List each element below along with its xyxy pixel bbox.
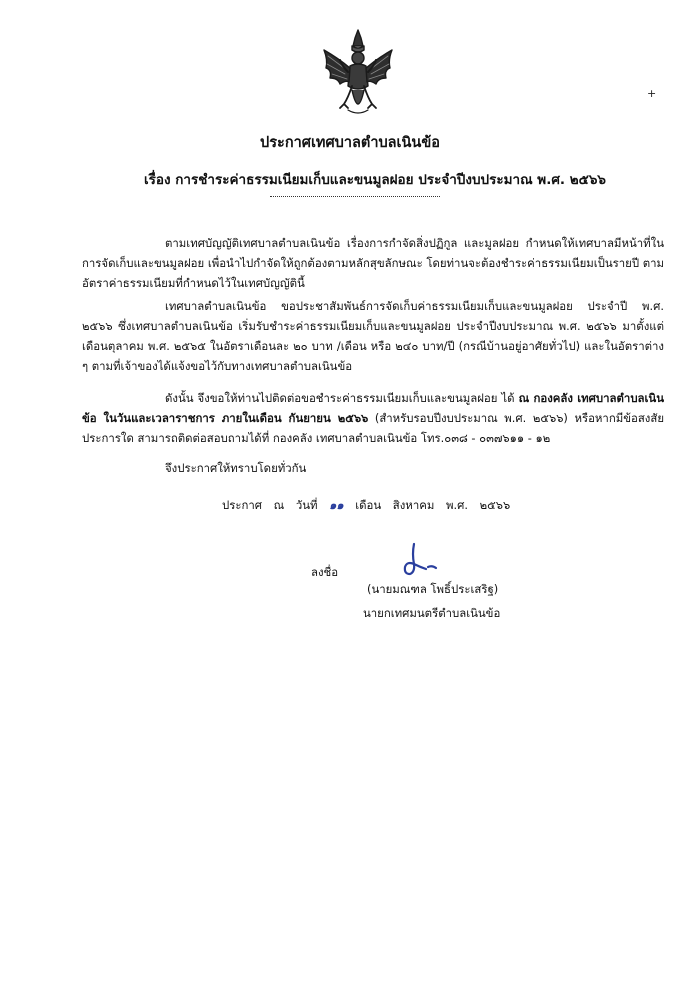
dotted-divider (270, 195, 440, 197)
announcement-date (222, 497, 518, 515)
paragraph-regulation-text: ตามเทศบัญญัติเทศบาลตำบลเนินข้อ เรื่องการกำจัดสิ่งปฏิกูล และมูลฝอย กำหนดให้เทศบาลมีหน้าที่ในการจัดเก็บและขนมูลฝอย เพื่อนำไปกำจัดให้ถูกต้องตามหลักสุขลักษณะ โดยท่านจะต้องชำระค่าธรรมเนียมเป็นรายปี ตามอัตราค่าธรรมเนียมที่กำหนดไว้ในเทศบัญญัตินี้ (82, 236, 665, 290)
announcement-subject: เรื่อง การชำระค่าธรรมเนียมเก็บและขนมูลฝอย ประจำปีงบประมาณ พ.ศ. ๒๕๖๖ (143, 172, 606, 188)
paragraph-fee-collection-text: เทศบาลตำบลเนินข้อ ขอประชาสัมพันธ์การจัดเก็บค่าธรรมเนียมเก็บและขนมูลฝอย ประจำปี พ.ศ. ๒๕๖๖ ซึ่งเทศบาลตำบลเนินข้อ เริ่มรับชำระค่าธรรมเนียมเก็บและขนมูลฝอย ประจำปีงบประมาณ พ.ศ. ๒๕๖๖ มาตั้งแต่เดือนตุลาคม พ.ศ. ๒๕๖๕ ในอัตราเดือนละ ๒๐ บาท /เดือน หรือ ๒๔๐ บาท/ปี (กรณีบ้านอยู่อาศัยทั่วไป) และในอัตราต่าง ๆ ตามที่เจ้าของได้แจ้งขอไว้กับทางเทศบาลตำบลเนินข้อ (82, 299, 664, 373)
announcement-title: ประกาศเทศบาลตำบลเนินข้อ (260, 135, 440, 151)
date-month-label: เดือน (355, 498, 382, 512)
payment-instructions-contact: (สำหรับรอบปีงบประมาณ พ.ศ. ๒๕๖๖) หรือหากมีข้อสงสัยประการใด สามารถติดต่อสอบถามได้ที่ กองคลัง เทศบาลตำบลเนินข้อ โทร.๐๓๘ - ๐๓๗๖๑๑ - ๑๒ (82, 411, 664, 445)
date-month: สิงหาคม (392, 498, 435, 512)
paragraph-fee-collection (82, 296, 664, 376)
signature-label: ลงชื่อ (311, 565, 339, 579)
date-at: ณ (273, 498, 285, 512)
garuda-emblem-icon (318, 28, 398, 120)
corner-plus-mark: + (647, 87, 657, 100)
signer-name: (นายมณฑล โพธิ์ประเสริฐ) (367, 582, 499, 596)
signer-position: นายกเทศมนตรีตำบลเนินข้อ (363, 606, 501, 620)
date-year: ๒๕๖๖ (479, 498, 511, 512)
payment-instructions-lead: ดังนั้น จึงขอให้ท่านไปติดต่อขอชำระค่าธรรมเนียมเก็บและขนมูลฝอย ได้ (165, 391, 519, 405)
date-day-label: วันที่ (295, 498, 318, 512)
date-day: ๑๑ (329, 498, 344, 512)
announcement-closing: จึงประกาศให้ทราบโดยทั่วกัน (165, 461, 307, 475)
date-year-label: พ.ศ. (445, 498, 468, 512)
handwritten-signature (400, 540, 448, 580)
payment-location-deadline: ณ กองคลัง เทศบาลตำบลเนินข้อ ในวันและเวลาราชการ ภายในเดือน กันยายน ๒๕๖๖ (82, 391, 664, 425)
paragraph-payment-instructions (82, 388, 664, 448)
date-prefix: ประกาศ (222, 498, 262, 512)
paragraph-regulation (82, 233, 664, 293)
